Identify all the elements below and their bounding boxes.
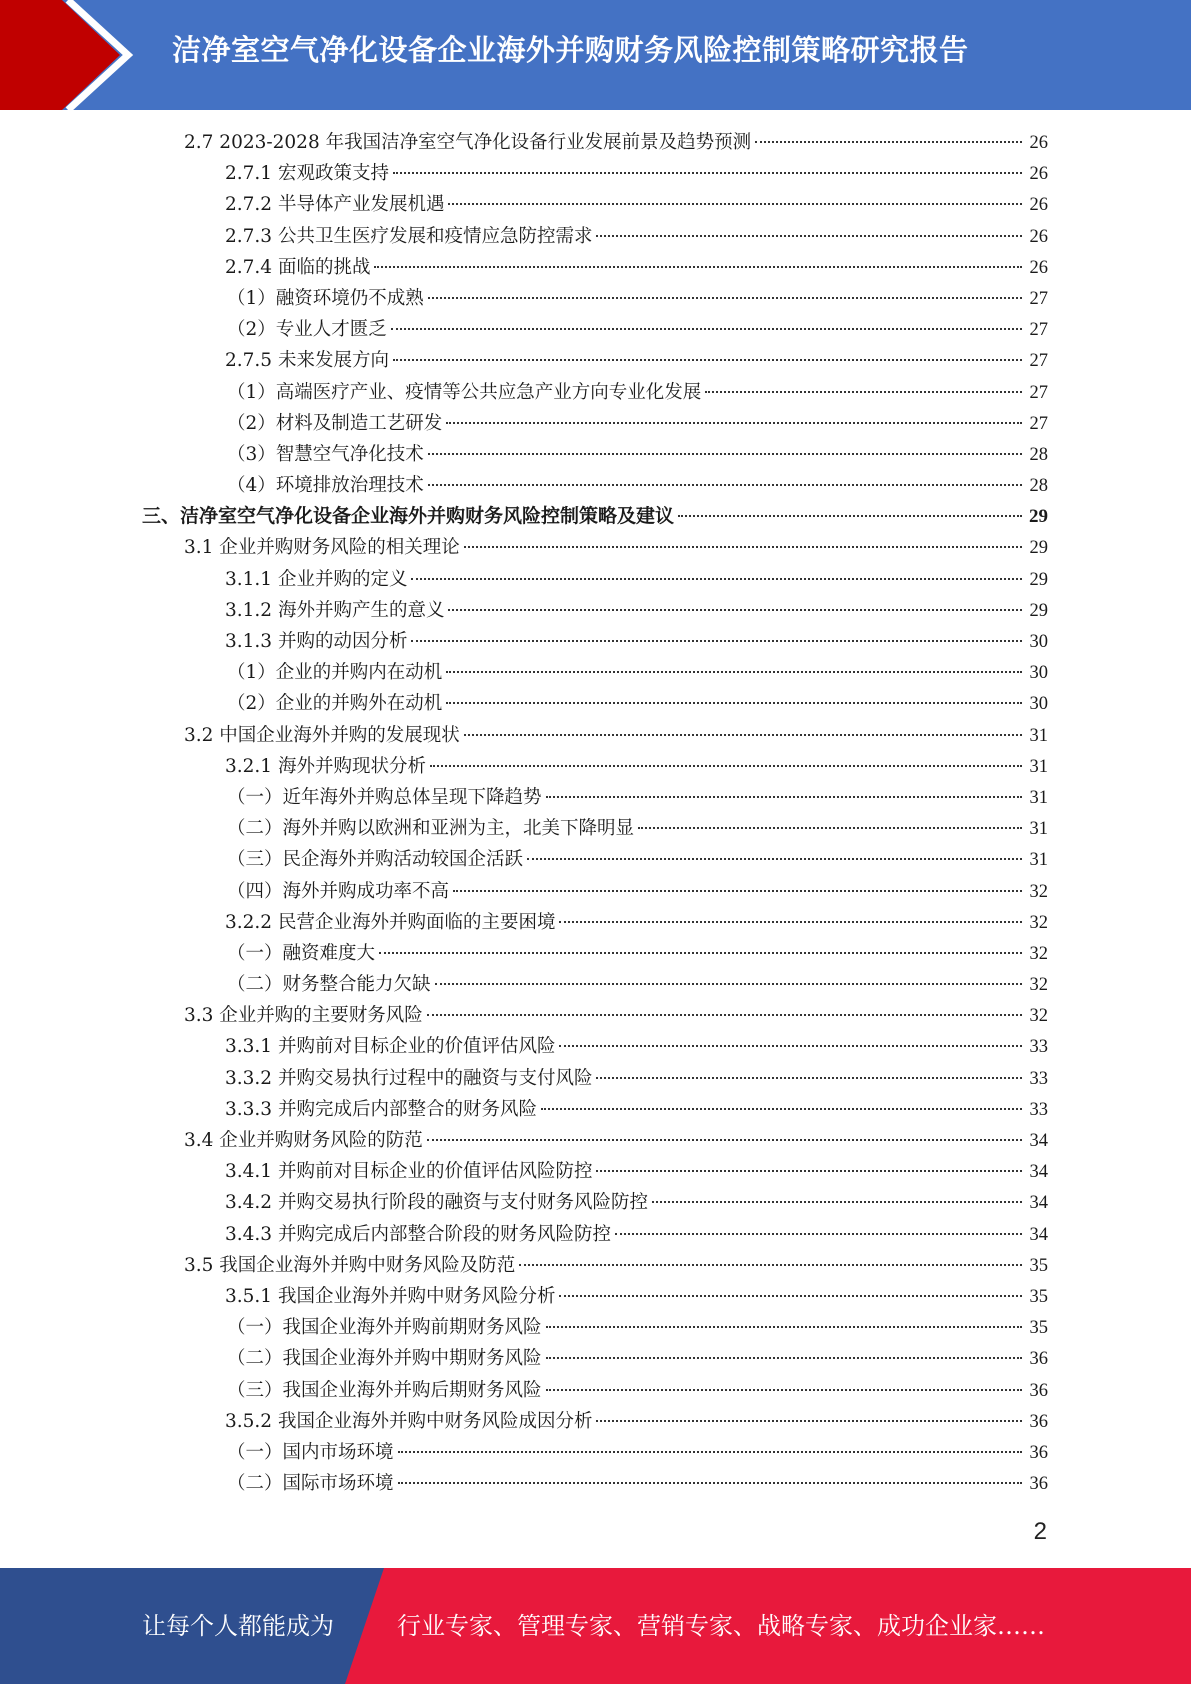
toc-dot-leader xyxy=(464,734,1022,736)
toc-entry-title: （1）融资环境仍不成熟 xyxy=(227,287,424,309)
toc-entry-title: 3.3.2 并购交易执行过程中的融资与支付风险 xyxy=(225,1067,593,1089)
toc-entry-title: 3.3.3 并购完成后内部整合的财务风险 xyxy=(225,1098,537,1120)
toc-dot-leader xyxy=(546,1357,1022,1359)
toc-entry-title: （二）海外并购以欧洲和亚洲为主，北美下降明显 xyxy=(227,818,635,840)
table-of-contents xyxy=(0,127,1191,1499)
toc-entry-page: 36 xyxy=(1029,1474,1048,1495)
toc-entry-page: 35 xyxy=(1029,1318,1048,1339)
toc-entry-page: 33 xyxy=(1029,1037,1048,1058)
toc-entry[interactable] xyxy=(0,782,1191,813)
toc-entry-title: 3.4.2 并购交易执行阶段的融资与支付财务风险防控 xyxy=(225,1192,648,1214)
page-footer xyxy=(0,1568,1191,1684)
toc-entry-page: 35 xyxy=(1029,1286,1048,1307)
toc-entry-page: 35 xyxy=(1029,1255,1048,1276)
toc-entry[interactable] xyxy=(0,1406,1191,1437)
toc-entry-title: （二）财务整合能力欠缺 xyxy=(227,974,431,996)
toc-entry-page: 33 xyxy=(1029,1099,1048,1120)
toc-dot-leader xyxy=(393,359,1022,361)
toc-entry[interactable] xyxy=(0,127,1191,158)
toc-dot-leader xyxy=(427,1014,1022,1016)
toc-entry-page: 28 xyxy=(1029,476,1048,497)
page-header xyxy=(0,0,1191,110)
toc-entry-title: 3.4 企业并购财务风险的防范 xyxy=(184,1130,423,1151)
toc-entry-page: 36 xyxy=(1029,1349,1048,1370)
toc-entry-title: 3.1.2 海外并购产生的意义 xyxy=(225,599,445,621)
toc-entry-page: 32 xyxy=(1029,1006,1048,1027)
toc-entry[interactable] xyxy=(0,1219,1191,1250)
toc-entry[interactable] xyxy=(0,158,1191,189)
toc-entry-page: 26 xyxy=(1029,133,1048,153)
toc-entry-title: （四）海外并购成功率不高 xyxy=(227,880,450,902)
toc-dot-leader xyxy=(519,1264,1022,1266)
toc-entry-title: （三）我国企业海外并购后期财务风险 xyxy=(227,1379,542,1401)
toc-entry-page: 34 xyxy=(1029,1193,1048,1214)
toc-dot-leader xyxy=(427,1139,1022,1141)
toc-entry-title: （一）国内市场环境 xyxy=(227,1441,394,1463)
toc-entry-title: 2.7.1 宏观政策支持 xyxy=(225,163,389,185)
toc-entry-page: 30 xyxy=(1029,694,1048,715)
toc-dot-leader xyxy=(596,1077,1022,1079)
toc-dot-leader xyxy=(428,453,1022,455)
toc-entry-title: （4）环境排放治理技术 xyxy=(227,475,424,497)
toc-entry[interactable] xyxy=(0,377,1191,408)
toc-dot-leader xyxy=(428,297,1022,299)
toc-entry-page: 36 xyxy=(1029,1411,1048,1432)
toc-entry-title: 3.2 中国企业海外并购的发展现状 xyxy=(184,724,460,746)
toc-entry[interactable] xyxy=(0,813,1191,844)
toc-entry-title: 3.1.1 企业并购的定义 xyxy=(225,568,408,590)
toc-entry-title: 3.1 企业并购财务风险的相关理论 xyxy=(184,537,460,559)
toc-dot-leader xyxy=(379,952,1022,954)
toc-entry-page: 27 xyxy=(1029,351,1048,372)
toc-dot-leader xyxy=(446,422,1022,424)
toc-dot-leader xyxy=(411,578,1022,580)
toc-entry[interactable] xyxy=(0,751,1191,782)
toc-entry-page: 29 xyxy=(1029,538,1048,559)
toc-dot-leader xyxy=(596,1170,1022,1172)
toc-entry-title: 3.2.1 海外并购现状分析 xyxy=(225,755,426,777)
toc-dot-leader xyxy=(559,1295,1022,1297)
toc-entry[interactable] xyxy=(0,595,1191,626)
toc-entry-title: 3.3.1 并购前对目标企业的价值评估风险 xyxy=(225,1036,556,1058)
toc-dot-leader xyxy=(527,858,1022,860)
toc-entry-title: （2）企业的并购外在动机 xyxy=(227,693,443,715)
toc-entry-title: （1）企业的并购内在动机 xyxy=(227,662,443,684)
toc-entry-title: 2.7 2023-2028 年我国洁净室空气净化设备行业发展前景及趋势预测 xyxy=(184,132,752,153)
toc-entry[interactable] xyxy=(0,1156,1191,1187)
toc-entry[interactable] xyxy=(0,1000,1191,1031)
toc-dot-leader xyxy=(446,702,1022,704)
toc-entry-title: （一）我国企业海外并购前期财务风险 xyxy=(227,1317,542,1339)
toc-entry-title: （2）专业人才匮乏 xyxy=(227,319,387,341)
toc-entry[interactable] xyxy=(0,345,1191,376)
toc-entry-page: 36 xyxy=(1029,1380,1048,1401)
toc-entry[interactable] xyxy=(0,969,1191,1000)
toc-dot-leader xyxy=(411,640,1022,642)
toc-entry[interactable] xyxy=(0,501,1191,532)
toc-entry[interactable] xyxy=(0,1375,1191,1406)
toc-dot-leader xyxy=(596,1420,1022,1422)
toc-entry-page: 36 xyxy=(1029,1442,1048,1463)
toc-entry-page: 30 xyxy=(1029,663,1048,684)
header-arrow-icon xyxy=(0,0,150,110)
toc-entry-page: 31 xyxy=(1029,787,1048,808)
toc-dot-leader xyxy=(391,328,1022,330)
toc-dot-leader xyxy=(615,1233,1022,1235)
toc-dot-leader xyxy=(453,890,1022,892)
toc-entry-title: 2.7.2 半导体产业发展机遇 xyxy=(225,194,445,216)
toc-entry-title: （一）近年海外并购总体呈现下降趋势 xyxy=(227,786,542,808)
toc-dot-leader xyxy=(559,1045,1022,1047)
toc-entry[interactable] xyxy=(0,1343,1191,1374)
toc-entry-page: 32 xyxy=(1029,943,1048,964)
toc-dot-leader xyxy=(374,266,1022,268)
toc-entry[interactable] xyxy=(0,189,1191,220)
toc-entry-title: （三）民企海外并购活动较国企活跃 xyxy=(227,849,524,871)
toc-entry[interactable] xyxy=(0,408,1191,439)
toc-entry-page: 26 xyxy=(1029,257,1048,278)
toc-entry[interactable] xyxy=(0,1437,1191,1468)
toc-entry-page: 34 xyxy=(1029,1162,1048,1183)
page-number: 2 xyxy=(1033,1518,1047,1545)
toc-entry-title: （二）国际市场环境 xyxy=(227,1473,394,1495)
toc-entry-page: 27 xyxy=(1029,382,1048,403)
toc-entry[interactable] xyxy=(0,1281,1191,1312)
toc-entry[interactable] xyxy=(0,221,1191,252)
toc-entry-page: 34 xyxy=(1029,1131,1048,1151)
toc-dot-leader xyxy=(755,141,1022,143)
toc-entry-title: 3.4.1 并购前对目标企业的价值评估风险防控 xyxy=(225,1161,593,1183)
toc-entry[interactable] xyxy=(0,470,1191,501)
toc-entry-page: 29 xyxy=(1029,506,1048,528)
toc-entry-page: 34 xyxy=(1029,1224,1048,1245)
toc-entry[interactable] xyxy=(0,1063,1191,1094)
toc-entry[interactable] xyxy=(0,876,1191,907)
toc-dot-leader xyxy=(652,1201,1022,1203)
footer-slogan-right: 行业专家、管理专家、营销专家、战略专家、成功企业家…… xyxy=(397,1612,1045,1640)
toc-entry-title: 3.4.3 并购完成后内部整合阶段的财务风险防控 xyxy=(225,1223,611,1245)
toc-dot-leader xyxy=(678,515,1022,517)
toc-dot-leader xyxy=(448,609,1022,611)
toc-dot-leader xyxy=(546,1326,1022,1328)
toc-entry[interactable] xyxy=(0,907,1191,938)
toc-dot-leader xyxy=(435,983,1022,985)
toc-dot-leader xyxy=(448,203,1022,205)
toc-dot-leader xyxy=(446,671,1022,673)
toc-entry-title: 2.7.3 公共卫生医疗发展和疫情应急防控需求 xyxy=(225,225,593,247)
toc-dot-leader xyxy=(596,235,1022,237)
header-arrow-shape xyxy=(0,0,120,110)
toc-dot-leader xyxy=(430,765,1022,767)
toc-dot-leader xyxy=(559,921,1022,923)
toc-entry[interactable] xyxy=(0,1312,1191,1343)
toc-dot-leader xyxy=(638,827,1022,829)
toc-entry[interactable] xyxy=(0,657,1191,688)
toc-entry-page: 33 xyxy=(1029,1068,1048,1089)
toc-entry[interactable] xyxy=(0,626,1191,657)
toc-entry[interactable] xyxy=(0,1468,1191,1499)
toc-dot-leader xyxy=(398,1482,1022,1484)
toc-entry-page: 30 xyxy=(1029,632,1048,652)
toc-entry[interactable] xyxy=(0,720,1191,751)
toc-entry[interactable] xyxy=(0,1031,1191,1062)
toc-entry-title: （3）智慧空气净化技术 xyxy=(227,443,424,465)
toc-dot-leader xyxy=(705,391,1022,393)
toc-entry-title: 2.7.5 未来发展方向 xyxy=(225,350,389,372)
toc-dot-leader xyxy=(546,796,1022,798)
toc-entry-title: 3.3 企业并购的主要财务风险 xyxy=(184,1005,423,1027)
toc-entry-title: 3.2.2 民营企业海外并购面临的主要困境 xyxy=(225,911,556,933)
toc-entry[interactable] xyxy=(0,252,1191,283)
toc-entry-page: 32 xyxy=(1029,975,1048,996)
toc-entry-page: 29 xyxy=(1029,600,1048,621)
toc-entry-page: 27 xyxy=(1029,320,1048,341)
toc-entry-page: 26 xyxy=(1029,195,1048,216)
toc-entry-title: 3.5.1 我国企业海外并购中财务风险分析 xyxy=(225,1285,556,1307)
toc-dot-leader xyxy=(546,1389,1022,1391)
toc-entry[interactable] xyxy=(0,1094,1191,1125)
toc-entry-page: 31 xyxy=(1029,756,1048,777)
toc-entry-page: 32 xyxy=(1029,881,1048,902)
toc-entry-title: 2.7.4 面临的挑战 xyxy=(225,256,371,278)
toc-entry[interactable] xyxy=(0,1187,1191,1218)
toc-dot-leader xyxy=(393,172,1022,174)
toc-entry-title: 3.1.3 并购的动因分析 xyxy=(225,631,408,652)
toc-dot-leader xyxy=(464,546,1022,548)
toc-entry-page: 31 xyxy=(1029,819,1048,840)
toc-entry[interactable] xyxy=(0,844,1191,875)
toc-entry[interactable] xyxy=(0,688,1191,719)
toc-entry-page: 28 xyxy=(1029,444,1048,465)
toc-entry[interactable] xyxy=(0,439,1191,470)
toc-entry-title: （二）我国企业海外并购中期财务风险 xyxy=(227,1348,542,1370)
toc-entry-title: 三、洁净室空气净化设备企业海外并购财务风险控制策略及建议 xyxy=(142,505,675,528)
toc-entry-title: （一）融资难度大 xyxy=(227,942,376,964)
toc-entry[interactable] xyxy=(0,532,1191,563)
toc-entry[interactable] xyxy=(0,1250,1191,1281)
toc-entry-page: 32 xyxy=(1029,912,1048,933)
toc-entry-page: 26 xyxy=(1029,226,1048,247)
toc-entry-title: （2）材料及制造工艺研发 xyxy=(227,412,443,434)
footer-slogan-left: 让每个人都能成为 xyxy=(142,1612,334,1640)
toc-entry[interactable] xyxy=(0,283,1191,314)
toc-entry[interactable] xyxy=(0,314,1191,345)
toc-entry-title: （1）高端医疗产业、疫情等公共应急产业方向专业化发展 xyxy=(227,381,702,403)
toc-entry-title: 3.5 我国企业海外并购中财务风险及防范 xyxy=(184,1254,516,1276)
toc-entry-page: 31 xyxy=(1029,725,1048,746)
toc-entry-page: 26 xyxy=(1029,164,1048,185)
toc-dot-leader xyxy=(398,1451,1022,1453)
toc-entry[interactable] xyxy=(0,938,1191,969)
toc-entry-title: 3.5.2 我国企业海外并购中财务风险成因分析 xyxy=(225,1410,593,1432)
toc-entry-page: 29 xyxy=(1029,569,1048,590)
toc-entry[interactable] xyxy=(0,564,1191,595)
toc-entry-page: 27 xyxy=(1029,413,1048,434)
toc-dot-leader xyxy=(428,484,1022,486)
report-title: 洁净室空气净化设备企业海外并购财务风险控制策略研究报告 xyxy=(172,33,969,67)
toc-dot-leader xyxy=(541,1108,1022,1110)
toc-entry-page: 31 xyxy=(1029,850,1048,871)
toc-entry[interactable] xyxy=(0,1125,1191,1156)
toc-entry-page: 27 xyxy=(1029,288,1048,309)
